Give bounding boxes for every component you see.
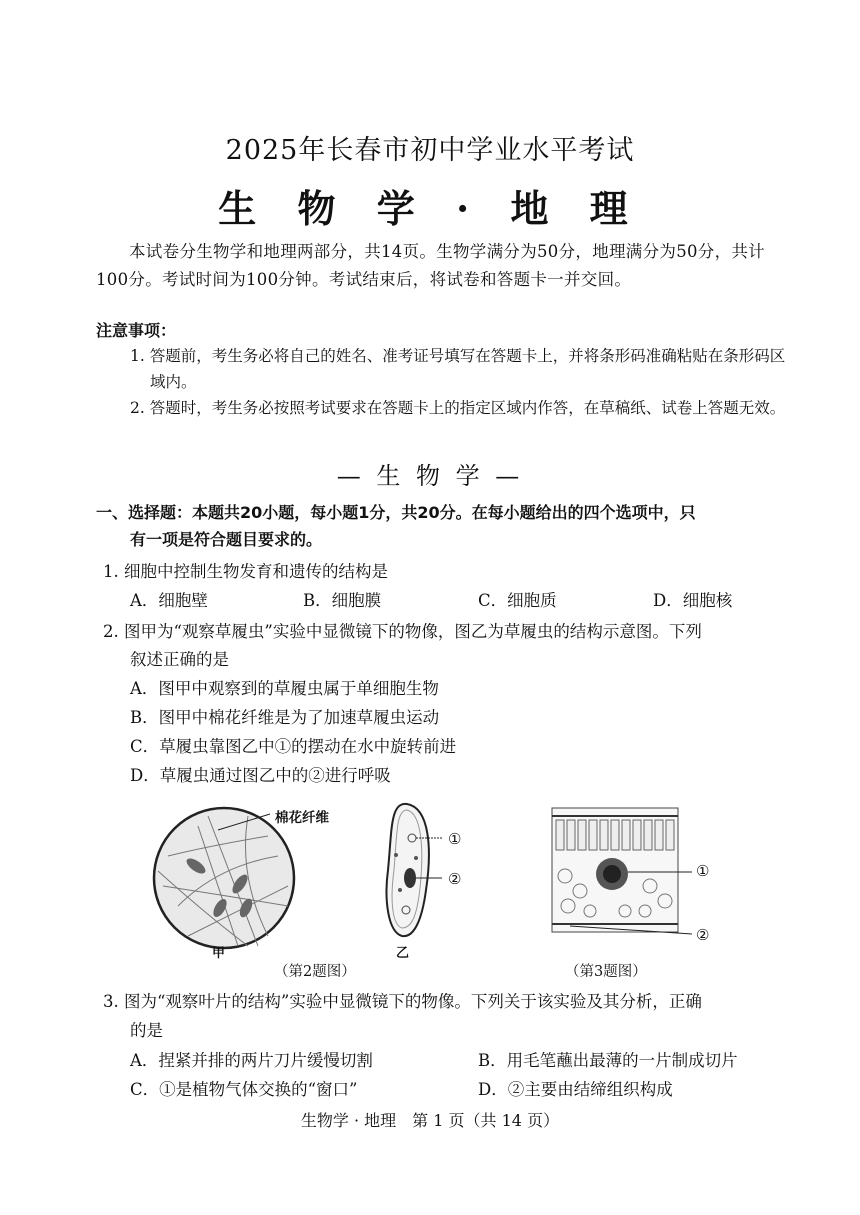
intro-paragraph: 本试卷分生物学和地理两部分，共14页。生物学满分为50分，地理满分为50分，共计100分。考试时间为100分钟。考试结束后，将试卷和答题卡一并交回。: [96, 242, 765, 289]
label-yi: 乙: [396, 946, 410, 961]
q3-option-a: A．捏紧并排的两片刀片缓慢切割: [130, 1051, 373, 1070]
q3-option-b: B．用毛笔蘸出最薄的一片制成切片: [478, 1051, 738, 1070]
figure-leaf-cross-section: [550, 806, 695, 940]
q1-option-a: A．细胞壁: [130, 591, 208, 610]
q1-option-b: B．细胞膜: [303, 591, 382, 610]
fig2-mark-2: ②: [448, 870, 462, 888]
caption-figure-3: （第3题图）: [565, 964, 647, 980]
q1-stem: 1. 细胞中控制生物发育和遗传的结构是: [103, 562, 388, 581]
notice-heading: 注意事项：: [96, 321, 177, 340]
q3-stem-line2: 的是: [130, 1021, 163, 1040]
q2-option-d: D．草履虫通过图乙中的②进行呼吸: [130, 766, 391, 785]
subject-title: 生 物 学 · 地 理: [218, 186, 642, 231]
q1-option-d: D．细胞核: [653, 591, 733, 610]
figure-yi-paramecium: [372, 800, 442, 942]
part1-heading-line1: 一、选择题：本题共20小题，每小题1分，共20分。在每小题给出的四个选项中，只: [96, 503, 696, 522]
caption-figure-2: （第2题图）: [274, 964, 356, 980]
q3-option-d: D．②主要由结缔组织构成: [478, 1080, 673, 1099]
label-cotton-fiber: 棉花纤维: [275, 810, 329, 826]
q3-stem-line1: 3. 图为“观察叶片的结构”实验中显微镜下的物像。下列关于该实验及其分析，正确: [103, 992, 702, 1011]
page-footer: 生物学 · 地理 第 1 页（共 14 页）: [300, 1111, 560, 1130]
fig3-mark-1: ①: [696, 862, 710, 880]
notice-item-2: 2. 答题时，考生务必按照考试要求在答题卡上的指定区域内作答，在草稿纸、试卷上答题无效。: [130, 399, 786, 417]
q3-option-c: C．①是植物气体交换的“窗口”: [130, 1080, 358, 1099]
fig2-mark-1: ①: [448, 830, 462, 848]
section-title: — 生 物 学 —: [336, 462, 524, 490]
q2-stem-line1: 2. 图甲为“观察草履虫”实验中显微镜下的物像，图乙为草履虫的结构示意图。下列: [103, 622, 702, 641]
label-jia: 甲: [212, 946, 226, 961]
part1-heading-line2: 有一项是符合题目要求的。: [130, 530, 323, 549]
notice-item-1: 1. 答题前，考生务必将自己的姓名、准考证号填写在答题卡上，并将条形码准确粘贴在条形码区域内。: [130, 347, 786, 391]
fig3-mark-2: ②: [696, 926, 710, 944]
figure-jia-microscope-view: [148, 796, 363, 966]
q2-option-b: B．图甲中棉花纤维是为了加速草履虫运动: [130, 708, 440, 727]
q1-option-c: C．细胞质: [478, 591, 557, 610]
q2-option-a: A．图甲中观察到的草履虫属于单细胞生物: [130, 679, 439, 698]
q2-option-c: C．草履虫靠图乙中①的摆动在水中旋转前进: [130, 737, 457, 756]
q2-stem-line2: 叙述正确的是: [130, 650, 229, 669]
exam-title: 2025年长春市初中学业水平考试: [225, 135, 635, 166]
